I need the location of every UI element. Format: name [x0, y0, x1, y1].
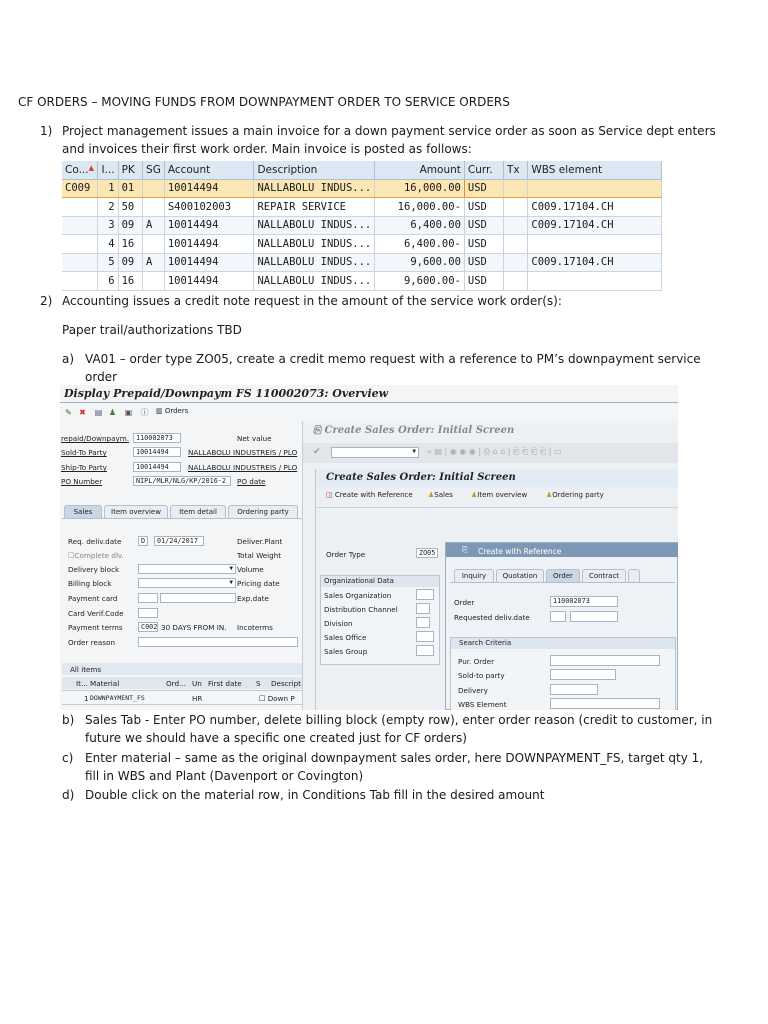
table-cell [503, 216, 527, 235]
dropdown-arrow-icon: ▼ [229, 579, 233, 586]
prepaid-label: repaid/Downpaym. [61, 434, 130, 443]
table-cell [62, 272, 98, 291]
pur-order-field[interactable] [550, 655, 660, 666]
req-deliv-type-field[interactable]: D [138, 536, 148, 546]
order-reason-label: Order reason [68, 638, 116, 647]
enter-icon[interactable]: ✔ [313, 447, 321, 457]
table-cell: NALLABOLU INDUS... [254, 179, 375, 198]
column-header[interactable]: WBS element [528, 161, 662, 179]
items-col-header[interactable]: Un [192, 679, 202, 688]
column-header[interactable]: Amount [375, 161, 465, 179]
table-cell: 16,000.00 [375, 179, 465, 198]
table-cell: 2 [98, 198, 118, 217]
table-cell: NALLABOLU INDUS... [254, 253, 375, 272]
table-cell [503, 198, 527, 217]
column-header[interactable]: PK [118, 161, 142, 179]
column-header[interactable]: Co...▲ [62, 161, 98, 179]
table-cell: 10014494 [164, 272, 254, 291]
dialog-title-bar [446, 543, 678, 557]
sub-d-letter: d) [62, 788, 75, 802]
sub-a-line-2: order [85, 370, 117, 384]
req-deliv-date-label: Req. deliv.date [68, 537, 122, 546]
payment-terms-text: 30 DAYS FROM IN. [161, 623, 227, 632]
ordering-party-button[interactable]: ♟Ordering party [546, 491, 604, 499]
sold-to-name: NALLABOLU INDUSTREIS / PLO [188, 448, 298, 457]
table-cell: 6 [98, 272, 118, 291]
table-cell [143, 179, 165, 198]
payment-card-label: Payment card [68, 594, 118, 603]
table-cell: A [143, 253, 165, 272]
items-col-header[interactable]: Descript [271, 679, 301, 688]
sap-screenshot-composite [60, 385, 678, 710]
division-field[interactable] [416, 617, 430, 628]
table-cell: USD [464, 235, 503, 254]
column-header[interactable]: I... [98, 161, 118, 179]
req-deliv-date-field[interactable]: 01/24/2017 [154, 536, 204, 546]
table-cell: 9,600.00 [375, 253, 465, 272]
total-weight-label: Total Weight [237, 551, 282, 560]
sales-group-field[interactable] [416, 645, 434, 656]
payment-terms-label: Payment terms [68, 623, 123, 632]
table-cell: USD [464, 198, 503, 217]
items-row-material: DOWNPAYMENT_FS [90, 694, 145, 702]
sales-office-field[interactable] [416, 631, 434, 642]
table-cell: 9,600.00- [375, 272, 465, 291]
items-col-header[interactable]: Ord... [166, 679, 186, 688]
table-cell [62, 253, 98, 272]
paper-trail-note: Paper trail/authorizations TBD [62, 323, 242, 337]
orders-button[interactable]: ▥ Orders [156, 407, 189, 415]
wbs-element-field[interactable] [550, 698, 660, 709]
user-icon[interactable]: ♟ [108, 408, 117, 417]
exp-date-label: Exp.date [237, 594, 269, 603]
invoice-line-items-table [62, 161, 662, 291]
table-cell: 6,400.00- [375, 235, 465, 254]
ship-to-name: NALLABOLU INDUSTREIS / PLO [188, 463, 298, 472]
tab-more[interactable] [628, 569, 640, 582]
sub-b-line-2: future we should have a specific one created just for CF orders) [85, 731, 467, 745]
sold-to-party-label: Sold-to party [458, 671, 505, 680]
table-cell [503, 272, 527, 291]
volume-label: Volume [237, 565, 264, 574]
table-cell: REPAIR SERVICE [254, 198, 375, 217]
tab-inquiry[interactable]: Inquiry [454, 569, 494, 582]
sort-indicator-icon: ▲ [88, 163, 94, 172]
card-verif-label: Card Verif.Code [68, 609, 124, 618]
org-data-title: Organizational Data [321, 576, 439, 587]
delivery-block-select[interactable] [138, 564, 236, 574]
sub-a-letter: a) [62, 352, 75, 366]
sub-a-line-1: VA01 – order type ZO05, create a credit memo request with a reference to PM’s downpayment service [85, 352, 701, 366]
sub-c-letter: c) [62, 751, 74, 765]
create-with-reference-button[interactable]: ◫ Create with Reference [326, 491, 413, 499]
table-cell: USD [464, 272, 503, 291]
table-cell: 3 [98, 216, 118, 235]
document-heading: CF ORDERS – MOVING FUNDS FROM DOWNPAYMENT ORDER TO SERVICE ORDERS [18, 95, 510, 109]
order-reason-field[interactable] [138, 637, 298, 647]
sold-to-field[interactable]: 10014494 [133, 447, 181, 457]
table-cell: USD [464, 253, 503, 272]
display-tabbar [64, 505, 304, 518]
items-row-number: 1 [84, 694, 89, 703]
delivery-label: Delivery [458, 686, 488, 695]
table-cell: 10014494 [164, 235, 254, 254]
sales-org-label: Sales Organization [324, 591, 392, 600]
sales-office-label: Sales Office [324, 633, 367, 642]
net-value-label: Net value [237, 434, 272, 443]
table-cell: C009.17104.CH [528, 216, 662, 235]
distribution-channel-label: Distribution Channel [324, 605, 398, 614]
table-cell: 10014494 [164, 216, 254, 235]
column-header[interactable]: Tx [503, 161, 527, 179]
window-b-toolbar [316, 489, 678, 505]
division-label: Division [324, 619, 353, 628]
step-1-line-2: and invoices their first work order. Main invoice is posted as follows: [62, 142, 472, 156]
tab-contract[interactable]: Contract [582, 569, 626, 582]
tab-quotation[interactable]: Quotation [496, 569, 544, 582]
tab-item-detail[interactable]: Item detail [170, 505, 226, 518]
table-row[interactable] [62, 216, 662, 235]
table-cell: 01 [118, 179, 142, 198]
order-label: Order [454, 598, 475, 607]
order-type-field[interactable]: ZO05 [416, 548, 438, 558]
all-items-title: All items [70, 665, 102, 674]
sub-c-line-2: fill in WBS and Plant (Davenport or Covington) [85, 769, 364, 783]
table-cell: 16 [118, 235, 142, 254]
payment-terms-field[interactable]: C002 [138, 622, 158, 632]
table-cell: 16 [118, 272, 142, 291]
distribution-channel-field[interactable] [416, 603, 430, 614]
people-icon: ♟ [471, 491, 478, 499]
sub-d-line-1: Double click on the material row, in Conditions Tab fill in the desired amount [85, 788, 545, 802]
table-cell: NALLABOLU INDUS... [254, 216, 375, 235]
items-col-header[interactable]: First date [208, 679, 242, 688]
ship-to-field[interactable]: 10014494 [133, 462, 181, 472]
edit-icon[interactable]: ✎ [65, 408, 72, 417]
wbs-element-label: WBS Element [458, 700, 507, 709]
requested-deliv-date-label: Requested deliv.date [454, 613, 530, 622]
ship-to-label: Ship-To Party [61, 463, 107, 472]
prepaid-field[interactable]: 110002073 [133, 433, 181, 443]
po-number-label: PO Number [61, 477, 103, 486]
table-cell [528, 179, 662, 198]
payment-card-type-field[interactable] [138, 593, 158, 603]
column-header[interactable]: Description [254, 161, 375, 179]
table-cell: USD [464, 179, 503, 198]
table-cell [62, 235, 98, 254]
dropdown-arrow-icon: ▼ [412, 448, 416, 455]
items-row-unit: HR [192, 694, 203, 703]
table-cell: 09 [118, 253, 142, 272]
table-cell: S400102003 [164, 198, 254, 217]
sales-group-label: Sales Group [324, 647, 368, 656]
table-cell: C009.17104.CH [528, 198, 662, 217]
sales-org-field[interactable] [416, 589, 434, 600]
delivery-field[interactable] [550, 684, 598, 695]
po-date-label: PO date [237, 477, 266, 486]
column-header[interactable]: SG [143, 161, 165, 179]
po-number-field[interactable]: NIPL/MLR/NLG/KP/2016-2 [133, 476, 231, 486]
sold-to-party-field[interactable] [550, 669, 616, 680]
table-row-selected[interactable] [62, 179, 662, 198]
table-cell: USD [464, 216, 503, 235]
dropdown-arrow-icon: ▼ [229, 565, 233, 572]
table-cell: NALLABOLU INDUS... [254, 272, 375, 291]
deliver-plant-label: Deliver.Plant [237, 537, 283, 546]
requested-deliv-date-field[interactable] [570, 611, 618, 622]
create-with-reference-dialog [445, 542, 678, 710]
sold-to-label: Sold-To Party [61, 448, 107, 457]
delivery-block-label: Delivery block [68, 565, 120, 574]
table-header-row [62, 161, 662, 179]
table-cell [62, 198, 98, 217]
people-icon: ♟ [428, 491, 435, 499]
complete-dlv-checkbox[interactable]: ☐Complete dlv. [68, 551, 124, 560]
sub-c-line-1: Enter material – same as the original downpayment sales order, here DOWNPAYMENT_FS, target qty 1, [85, 751, 704, 765]
sales-button[interactable]: ♟Sales [428, 491, 453, 499]
step-2-number: 2) [40, 294, 53, 308]
dialog-title: ⎘ Create with Reference [462, 545, 562, 556]
people-icon: ♟ [546, 491, 553, 499]
table-row[interactable] [62, 253, 662, 272]
card-verif-field[interactable] [138, 608, 158, 618]
items-col-header[interactable]: It... [76, 679, 88, 688]
reference-icon: ◫ [326, 491, 333, 499]
delete-icon[interactable]: ✖ [79, 408, 86, 417]
step-1-number: 1) [40, 124, 53, 138]
display-order-title: Display Prepaid/Downpaym FS 110002073: Overview [64, 387, 389, 400]
order-field[interactable]: 110002073 [550, 596, 618, 607]
table-cell: 4 [98, 235, 118, 254]
search-criteria-title: Search Criteria [451, 638, 675, 649]
table-cell [143, 272, 165, 291]
display-toolbar [60, 405, 310, 421]
table-cell [528, 235, 662, 254]
payment-card-field[interactable] [160, 593, 236, 603]
tab-sales[interactable]: Sales [64, 505, 102, 518]
table-cell [143, 198, 165, 217]
info-icon[interactable]: ⓘ [140, 408, 149, 417]
table-cell [503, 253, 527, 272]
table-cell: 10014494 [164, 253, 254, 272]
pricing-date-label: Pricing date [237, 579, 280, 588]
table-cell: C009 [62, 179, 98, 198]
table-cell [503, 235, 527, 254]
billing-block-label: Billing block [68, 579, 112, 588]
table-cell: 6,400.00 [375, 216, 465, 235]
document-icon[interactable]: ▤ [94, 408, 103, 417]
command-field[interactable] [331, 447, 419, 458]
incoterms-label: Incoterms [237, 623, 273, 632]
table-row[interactable] [62, 198, 662, 217]
table-row[interactable] [62, 272, 662, 291]
pur-order-label: Pur. Order [458, 657, 495, 666]
requested-deliv-type-field[interactable] [550, 611, 566, 622]
table-cell: 5 [98, 253, 118, 272]
items-row-description: ☐ Down P [259, 694, 295, 703]
step-2-text: Accounting issues a credit note request in the amount of the service work order(s): [62, 294, 562, 308]
table-cell: NALLABOLU INDUS... [254, 235, 375, 254]
window-a-title: ⎘ Create Sales Order: Initial Screen [313, 425, 515, 436]
table-cell: 50 [118, 198, 142, 217]
table-cell [503, 179, 527, 198]
table-cell [143, 235, 165, 254]
order-type-label: Order Type [326, 550, 366, 559]
table-cell [528, 272, 662, 291]
items-col-header[interactable]: Material [90, 679, 120, 688]
table-cell: 1 [98, 179, 118, 198]
display-icon[interactable]: ▣ [124, 408, 133, 417]
table-cell [62, 216, 98, 235]
table-cell: C009.17104.CH [528, 253, 662, 272]
sub-b-letter: b) [62, 713, 75, 727]
toolbar-icons: « ▤ | ◉ ◉ ◉ | ⎙ ⌂ ⌂ | ⎗ ⎗ ⎗ ⎗ | ▭ [427, 447, 562, 456]
table-cell: 09 [118, 216, 142, 235]
billing-block-select[interactable] [138, 578, 236, 588]
tab-item-overview[interactable]: Item overview [104, 505, 168, 518]
sub-b-line-1: Sales Tab - Enter PO number, delete billing block (empty row), enter order reason (credit to customer, in [85, 713, 713, 727]
column-header[interactable]: Curr. [464, 161, 503, 179]
tab-order[interactable]: Order [546, 569, 580, 582]
table-row[interactable] [62, 235, 662, 254]
table-cell: A [143, 216, 165, 235]
items-col-header[interactable]: S [256, 679, 261, 688]
window-b-title-bar: Create Sales Order: Initial Screen [316, 469, 678, 487]
table-cell: 10014494 [164, 179, 254, 198]
reference-tabbar [454, 569, 676, 582]
table-cell: 16,000.00- [375, 198, 465, 217]
item-overview-button[interactable]: ♟Item overview [471, 491, 528, 499]
column-header[interactable]: Account [164, 161, 254, 179]
window-a-toolbar [303, 443, 678, 463]
step-1-line-1: Project management issues a main invoice for a down payment service order as soon as Service dept enters [62, 124, 716, 138]
tab-ordering-party[interactable]: Ordering party [228, 505, 298, 518]
